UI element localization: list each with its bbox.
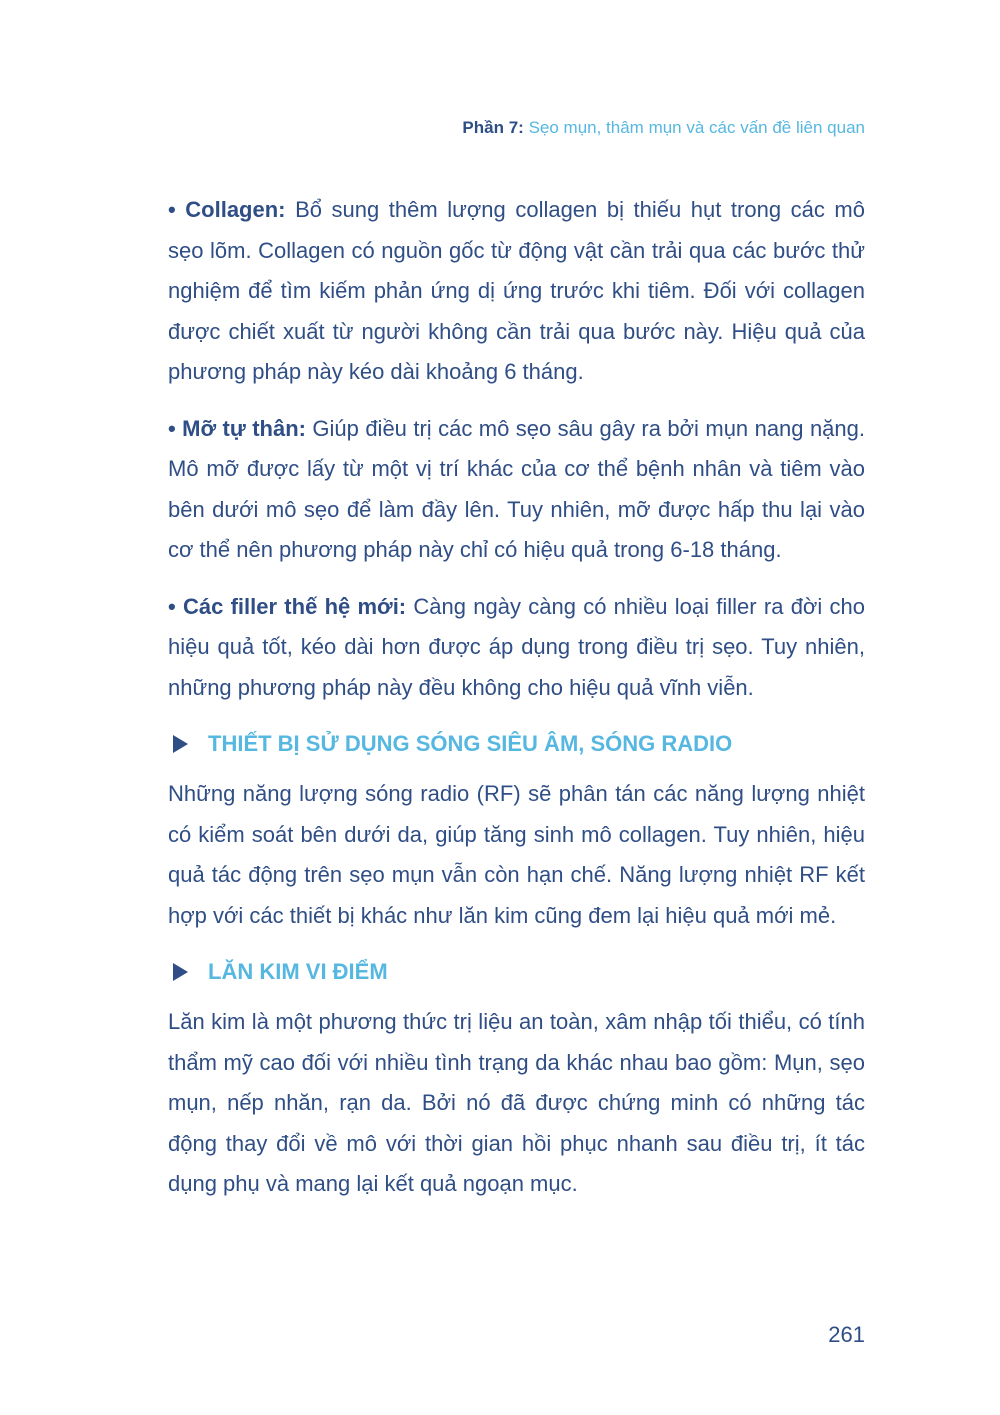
section-body-microneedling: Lăn kim là một phương thức trị liệu an toàn, xâm nhập tối thiểu, có tính thẩm mỹ cao đối với nhiều tình trạng da khác nhau bao gồm: Mụn, sẹo mụn, nếp nhăn, rạn da. Bởi nó đã được chứng minh có những tác động thay đổi về mô với thời gian hồi phục nhanh sau điều trị, ít tác dụng phụ và mang lại kết quả ngoạn mục. — [168, 1009, 865, 1196]
section-heading-text: LĂN KIM VI ĐIỂM — [208, 959, 388, 984]
section-heading-microneedling — [168, 952, 865, 992]
bullet-marker: • — [168, 197, 176, 222]
page-number: 261 — [828, 1322, 865, 1347]
triangle-bullet-icon — [173, 963, 188, 981]
part-title: Sẹo mụn, thâm mụn và các vấn đề liên quan — [528, 118, 865, 137]
triangle-bullet-icon — [173, 735, 188, 753]
running-header — [462, 118, 865, 138]
bullet-term: Collagen: — [185, 197, 286, 222]
section-heading-text: THIẾT BỊ SỬ DỤNG SÓNG SIÊU ÂM, SÓNG RADIO — [208, 731, 733, 756]
bullet-term: Mỡ tự thân: — [182, 415, 306, 441]
bullet-text: Giúp điều trị các mô sẹo sâu gây ra bởi mụn nang nặng. Mô mỡ được lấy từ một vị trí khác của cơ thể bệnh nhân và tiêm vào bên dưới mô sẹo để làm đầy lên. Tuy nhiên, mỡ được hấp thu lại vào cơ thể nên phương pháp này chỉ có hiệu quả trong 6-18 tháng. — [168, 415, 865, 562]
bullet-text: Bổ sung thêm lượng collagen bị thiếu hụt trong các mô sẹo lõm. Collagen có nguồn gốc từ động vật cần trải qua các bước thử nghiệm để tìm kiếm phản ứng dị ứng trước khi tiêm. Đối với collagen được chiết xuất từ người không cần trải qua bước này. Hiệu quả của phương pháp này kéo dài khoảng 6 tháng. — [168, 197, 865, 384]
bullet-text: Càng ngày càng có nhiều loại filler ra đời cho hiệu quả tốt, kéo dài hơn được áp dụng trong điều trị sẹo. Tuy nhiên, những phương pháp này đều không cho hiệu quả vĩnh viễn. — [168, 593, 865, 700]
bullet-marker: • — [168, 415, 176, 441]
bullet-term: Các filler thế hệ mới: — [182, 593, 407, 619]
bullet-marker: • — [168, 593, 176, 619]
bullet-autologous-fat — [168, 409, 865, 571]
page-content — [168, 190, 865, 1221]
bullet-new-fillers — [168, 587, 865, 709]
bullet-collagen — [168, 190, 865, 393]
section-heading-rf — [168, 724, 865, 764]
section-body-rf: Những năng lượng sóng radio (RF) sẽ phân tán các năng lượng nhiệt có kiểm soát bên dưới da, giúp tăng sinh mô collagen. Tuy nhiên, hiệu quả tác động trên sẹo mụn vẫn còn hạn chế. Năng lượng nhiệt RF kết hợp với các thiết bị khác như lăn kim cũng đem lại hiệu quả mới mẻ. — [168, 781, 865, 928]
part-label: Phần 7: — [462, 118, 524, 137]
